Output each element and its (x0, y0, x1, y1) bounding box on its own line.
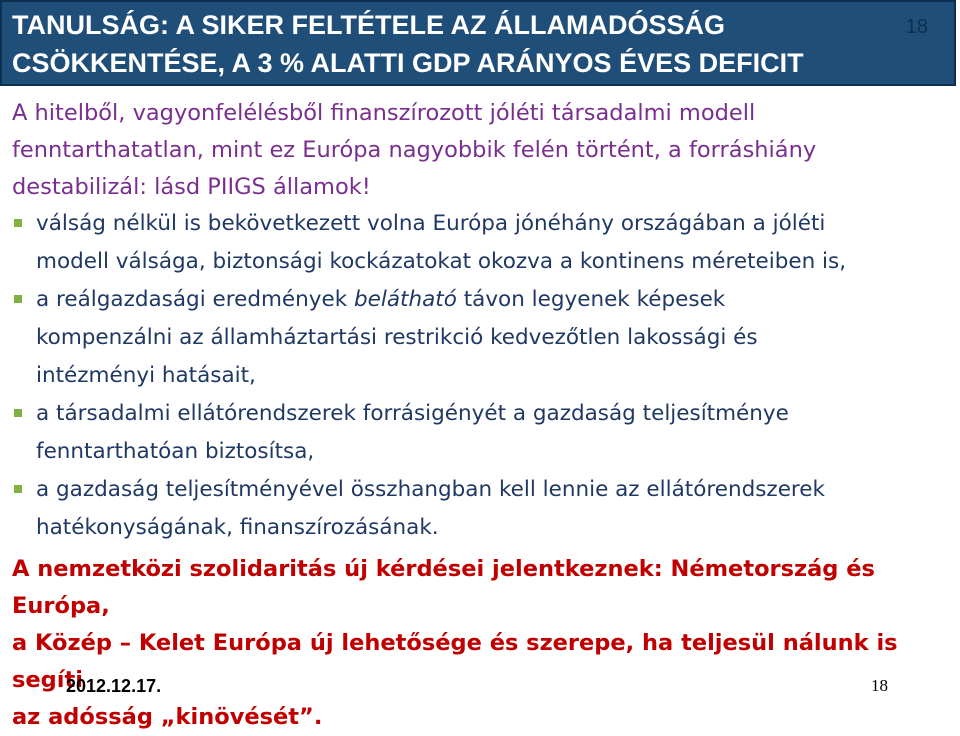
bullet-2-line-1-post: távon legyenek képesek (456, 287, 726, 312)
closing-line-1: A nemzetközi szolidaritás új kérdései jelentkeznek: Németország és Európa, (12, 556, 875, 619)
square-bullet-icon (14, 409, 22, 417)
bullet-item-2 (12, 281, 952, 395)
title-line-2: CSÖKKENTÉSE, A 3 % ALATTI GDP ARÁNYOS ÉVES DEFICIT (12, 48, 804, 78)
bullet-2-line-3: intézményi hatásait, (36, 363, 256, 388)
intro-line-3: destabilizál: lásd PIIGS államok! (12, 174, 371, 200)
intro-line-2: fenntarthatatlan, mint ez Európa nagyobbik felén történt, a forráshiány (12, 137, 817, 163)
footer-page-number: 18 (871, 676, 888, 695)
bullet-2-emphasis: belátható (354, 287, 457, 312)
bullet-2-line-1 (36, 281, 952, 319)
bullet-1-line-2: modell válsága, biztonsági kockázatokat okozva a kontinens méreteiben is, (36, 249, 847, 274)
intro-paragraph (12, 95, 942, 206)
bullet-item-1 (12, 205, 952, 281)
bullet-1-line-1: válság nélkül is bekövetkezett volna Európa jónéhány országában a jóléti (36, 211, 826, 236)
closing-paragraph (12, 551, 942, 736)
square-bullet-icon (14, 295, 22, 303)
bullet-2-line-2: kompenzálni az államháztartási restrikció kedvezőtlen lakossági és (36, 325, 758, 350)
square-bullet-icon (14, 219, 22, 227)
bullet-3-line-2: fenntarthatóan biztosítsa, (36, 439, 315, 464)
slide-number: 18 (905, 16, 928, 38)
bullet-2-line-1-pre: a reálgazdasági eredmények (36, 287, 355, 312)
title-bar (0, 0, 956, 86)
bullet-4-line-2: hatékonyságának, finanszírozásának. (36, 515, 439, 540)
bullet-list (12, 205, 952, 547)
bullet-4-line-1: a gazdaság teljesítményével összhangban kell lennie az ellátórendszerek (36, 477, 825, 502)
bullet-3-line-1: a társadalmi ellátórendszerek forrásigényét a gazdaság teljesítménye (36, 401, 789, 426)
closing-line-2: a Közép – Kelet Európa új lehetősége és szerepe, ha teljesül nálunk is segíti (12, 630, 898, 693)
closing-line-3: az adósság „kinövését”. (12, 704, 323, 730)
intro-line-1: A hitelből, vagyonfelélésből finanszírozott jóléti társadalmi modell (12, 100, 756, 126)
title-line-1: TANULSÁG: A SIKER FELTÉTELE AZ ÁLLAMADÓSSÁG (12, 10, 725, 40)
bullet-item-4 (12, 471, 952, 547)
bullet-item-3 (12, 395, 952, 471)
square-bullet-icon (14, 485, 22, 493)
footer-date: 2012.12.17. (66, 676, 162, 696)
